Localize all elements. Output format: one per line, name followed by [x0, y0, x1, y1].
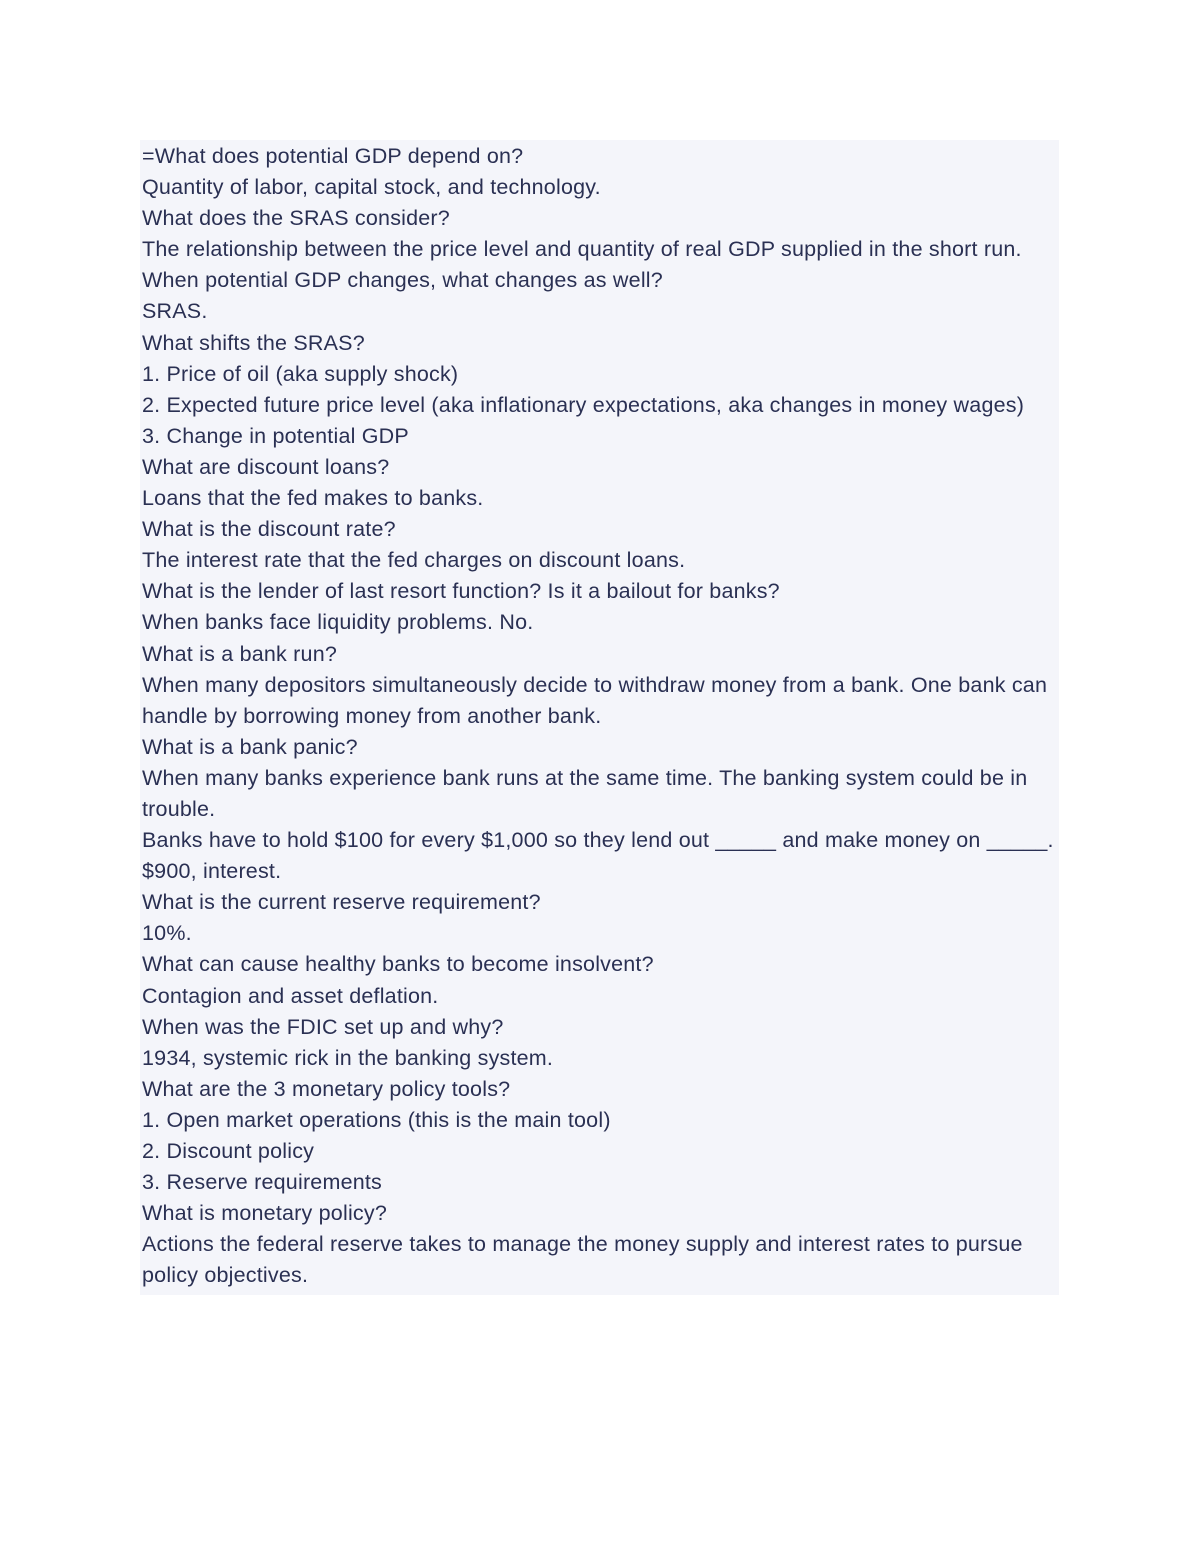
- study-notes-text: [140, 140, 1059, 1295]
- line-30: 1. Open market operations (this is the main tool): [142, 1107, 611, 1132]
- line-26: Contagion and asset deflation.: [142, 983, 439, 1008]
- line-19: What is a bank panic?: [142, 734, 358, 759]
- line-21: Banks have to hold $100 for every $1,000 so they lend out _____ and make money on _____.: [142, 828, 1054, 853]
- line-32: 3. Reserve requirements: [142, 1170, 383, 1195]
- line-31: 2. Discount policy: [142, 1139, 315, 1163]
- line-18: When many depositors simultaneously decide to withdraw money from a bank. One bank can handle by borrowing money from another bank.: [142, 672, 1048, 728]
- line-29: What are the 3 monetary policy tools?: [142, 1076, 511, 1101]
- line-24: 10%.: [142, 921, 192, 946]
- line-28: 1934, systemic rick in the banking system.: [142, 1045, 554, 1070]
- line-9: 2. Expected future price level (aka inflationary expectations, aka changes in money wages): [142, 392, 1025, 417]
- line-13: What is the discount rate?: [142, 517, 396, 542]
- line-1: =What does potential GDP depend on?: [142, 144, 524, 168]
- line-14: The interest rate that the fed charges on discount loans.: [142, 548, 686, 573]
- line-25: What can cause healthy banks to become insolvent?: [142, 952, 654, 977]
- line-23: What is the current reserve requirement?: [142, 890, 541, 915]
- line-34: Actions the federal reserve takes to manage the money supply and interest rates to pursue policy objectives.: [142, 1232, 1023, 1288]
- line-4: The relationship between the price level and quantity of real GDP supplied in the short run.: [142, 237, 1022, 262]
- line-17: What is a bank run?: [142, 641, 338, 666]
- line-2: Quantity of labor, capital stock, and technology.: [142, 175, 601, 200]
- line-6: SRAS.: [142, 299, 208, 324]
- line-10: 3. Change in potential GDP: [142, 423, 409, 448]
- line-8: 1. Price of oil (aka supply shock): [142, 361, 459, 386]
- line-20: When many banks experience bank runs at the same time. The banking system could be in trouble.: [142, 765, 1028, 821]
- line-12: Loans that the fed makes to banks.: [142, 486, 484, 511]
- line-3: What does the SRAS consider?: [142, 206, 450, 231]
- line-7: What shifts the SRAS?: [142, 330, 365, 355]
- line-33: What is monetary policy?: [142, 1201, 387, 1226]
- line-11: What are discount loans?: [142, 454, 390, 479]
- line-16: When banks face liquidity problems. No.: [142, 610, 534, 635]
- line-22: $900, interest.: [142, 859, 282, 884]
- line-5: When potential GDP changes, what changes as well?: [142, 268, 663, 293]
- line-27: When was the FDIC set up and why?: [142, 1014, 504, 1039]
- line-15: What is the lender of last resort function? Is it a bailout for banks?: [142, 579, 780, 604]
